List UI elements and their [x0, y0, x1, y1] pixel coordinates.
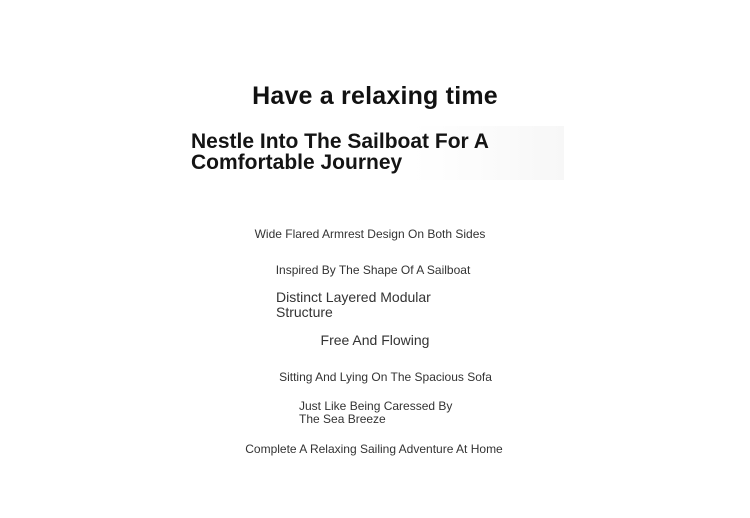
subheadline: Nestle Into The Sailboat For A Comfortable Journey [191, 130, 489, 174]
feature-line-sailing-adventure: Complete A Relaxing Sailing Adventure At Home [245, 442, 503, 456]
feature-line-sea-breeze: Just Like Being Caressed By The Sea Breeze [299, 399, 453, 426]
feature-line-armrest: Wide Flared Armrest Design On Both Sides [254, 227, 486, 241]
feature-line-free-flowing: Free And Flowing [320, 332, 430, 348]
feature-line-modular-structure: Distinct Layered Modular Structure [276, 289, 431, 320]
headline: Have a relaxing time [252, 82, 498, 110]
feature-line-spacious-sofa: Sitting And Lying On The Spacious Sofa [279, 370, 492, 384]
feature-line-sailboat-shape: Inspired By The Shape Of A Sailboat [275, 263, 471, 277]
